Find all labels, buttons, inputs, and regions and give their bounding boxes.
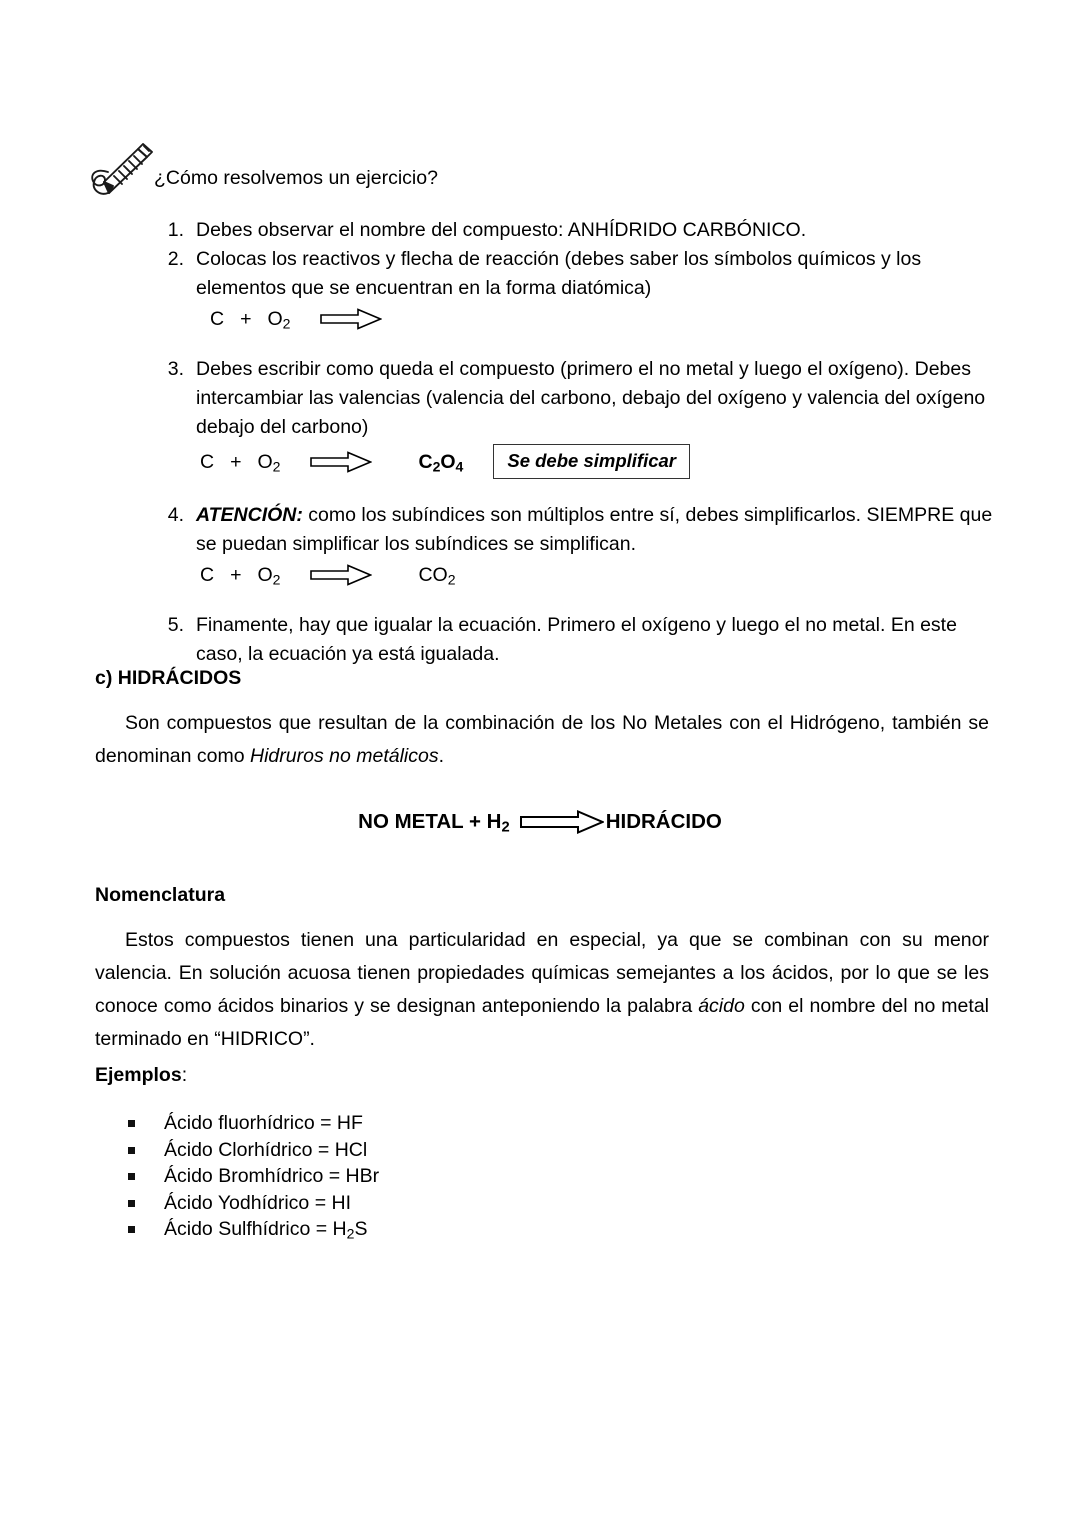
ejemplos-colon: : [181,1064,188,1086]
reactant-carbon: C [200,564,215,586]
step-number: 4. [167,504,184,526]
step-text: Finamente, hay que igualar la ecuación. Primero el oxígeno y luego el no metal. En este caso, la ecuación ya está igualada. [196,614,957,665]
example-text: Ácido fluorhídrico = HF [164,1112,363,1134]
paragraph-text-part1: Son compuestos que resultan de la combinación de los No Metales con el Hidrógeno, también se denominan como [95,712,989,767]
reaction-arrow-icon [320,308,382,330]
step-number: 2. [167,248,184,270]
paragraph-text-part1: Estos compuestos tienen una particularidad en especial, ya que se combinan con su menor valencia. En solución acuosa tienen propiedades químicas semejantes a los ácidos, por lo que se les conoce como ácidos binarios y se designan anteponiendo la palabra [95,929,989,1017]
step-item-4 [150,501,995,589]
step-text: Debes escribir como queda el compuesto (primero el no metal y luego el oxígeno). Debes intercambiar las valencias (valencia del carbono, debajo del oxígeno y valencia del oxígeno debajo del carbono) [196,358,986,438]
step-number: 3. [167,358,184,380]
step-item-2 [150,245,995,333]
example-text: Ácido Clorhídrico = HCl [164,1138,368,1161]
reaction-arrow-icon [310,451,372,473]
pencil-icon [88,138,160,196]
steps-list [150,216,995,669]
square-bullet-icon [128,1120,135,1127]
list-item [128,1190,379,1217]
general-equation-right: HIDRÁCIDO [605,810,722,833]
paragraph-hidracidos [95,707,989,773]
step-number: 1. [167,219,184,241]
plus-sign: + [230,564,242,586]
callout-simplify: Se debe simplificar [493,444,690,479]
examples-list [128,1110,379,1243]
ejemplos-label: Ejemplos [95,1064,182,1086]
reaction-arrow-icon [520,810,604,834]
reactant-carbon: C [200,450,215,473]
paragraph-text-part2: con el nombre del no metal terminado en “HIDRICO”. [95,995,989,1050]
general-equation-hidracido [0,810,1080,834]
list-item [128,1137,379,1164]
plus-sign: + [230,450,242,473]
list-item [128,1163,379,1190]
step-text: como los subíndices son múltiplos entre sí, debes simplificarlos. SIEMPRE que se puedan simplificar los subíndices se simplifican. [196,504,993,555]
section-heading-how-to-solve [88,138,438,196]
step-item-5 [150,611,995,669]
section-heading-hidracidos: c) HIDRÁCIDOS [95,667,242,689]
square-bullet-icon [128,1200,135,1207]
step-text: Debes observar el nombre del compuesto: ANHÍDRIDO CARBÓNICO. [196,219,807,241]
heading-text: ¿Cómo resolvemos un ejercicio? [154,166,438,189]
reaction-arrow-icon [310,564,372,586]
step-emphasis: ATENCIÓN: [196,504,303,526]
equation-step-2 [210,305,995,333]
reactant-oxygen: $O_2$ [257,564,281,588]
reactant-carbon: C [210,308,225,330]
product-formula: $CO_2$ [418,564,456,588]
product-formula: $C_2O_4$ [418,450,464,474]
square-bullet-icon [128,1173,135,1180]
step-number: 5. [167,614,184,636]
list-item [128,1216,379,1243]
equation-step-4 [200,561,995,589]
example-text: Ácido Sulfhídrico = $H_2S$ [164,1218,368,1242]
paragraph-italic-term: ácido [698,995,745,1017]
list-item [128,1110,379,1137]
example-text: Ácido Bromhídrico = HBr [164,1165,380,1187]
example-text: Ácido Yodhídrico = HI [164,1191,352,1214]
section-heading-ejemplos [95,1062,187,1088]
step-text: Colocas los reactivos y flecha de reacción (debes saber los símbolos químicos y los elementos que se encuentran en la forma diatómica) [196,248,922,299]
plus-sign: + [240,308,252,330]
reactant-oxygen: $O_2$ [257,450,281,474]
paragraph-italic-term: Hidruros no metálicos [250,745,439,767]
equation-step-3 [200,444,995,479]
paragraph-nomenclatura [95,924,989,1056]
square-bullet-icon [128,1147,135,1154]
square-bullet-icon [128,1226,135,1233]
section-heading-nomenclatura: Nomenclatura [95,884,226,906]
paragraph-text-part2: . [438,745,445,767]
step-item-3 [150,355,995,479]
general-equation-left: NO METAL + $H_2$ [358,810,510,836]
step-item-1 [150,216,995,245]
reactant-oxygen: $O_2$ [267,308,291,332]
